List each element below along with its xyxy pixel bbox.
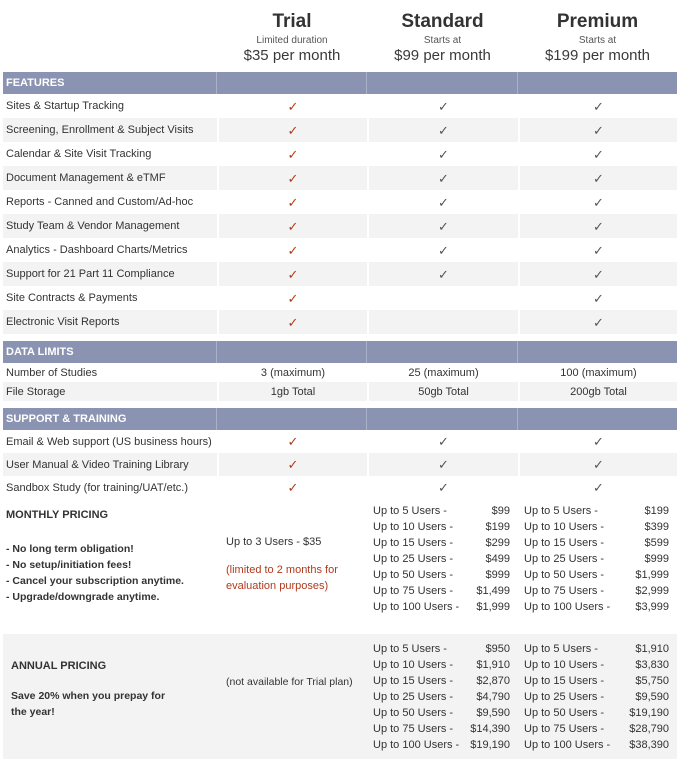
price-tier — [373, 535, 518, 551]
limit-value: 100 (maximum) — [518, 363, 677, 382]
table-row — [3, 142, 677, 166]
plan-cell — [518, 118, 677, 142]
tier-users: Up to 5 Users - — [524, 505, 598, 517]
plan-cell — [217, 118, 367, 142]
tier-users: Up to 25 Users - — [524, 691, 605, 703]
section-title: FEATURES — [3, 72, 217, 94]
tier-price: $1,999 — [476, 601, 510, 613]
trial-price-text: Up to 3 Users - $35 — [226, 536, 322, 548]
check-icon: ✓ — [438, 434, 449, 449]
check-icon: ✓ — [593, 457, 604, 472]
plan-cell — [367, 142, 518, 166]
support-list — [3, 430, 677, 499]
check-icon: ✓ — [593, 170, 604, 186]
benefit-item: - No setup/initiation fees! — [6, 559, 132, 571]
tier-users: Up to 100 Users - — [373, 601, 460, 613]
tier-users: Up to 50 Users - — [373, 569, 454, 581]
tier-price: $199 — [644, 505, 669, 517]
tier-price: $299 — [485, 537, 510, 549]
table-row — [3, 476, 677, 499]
data-limits-list — [3, 363, 677, 401]
plan-cell — [518, 214, 677, 238]
table-row — [3, 94, 677, 118]
plan-price: $99 per month — [394, 47, 491, 64]
plan-cell — [367, 453, 518, 476]
tier-users: Up to 25 Users - — [373, 553, 454, 565]
check-icon: ✓ — [593, 480, 604, 495]
tier-price: $99 — [491, 505, 510, 517]
limit-label: Number of Studies — [6, 366, 98, 379]
plan-header — [3, 0, 677, 72]
check-icon: ✓ — [438, 480, 449, 495]
plan-price: $35 per month — [243, 47, 341, 64]
check-icon: ✓ — [438, 122, 449, 138]
plan-cell — [217, 262, 367, 286]
check-icon: ✓ — [287, 457, 299, 472]
features-section-header — [3, 72, 677, 94]
table-row — [3, 430, 677, 453]
annual-premium-tiers — [518, 634, 677, 759]
header-spacer — [3, 0, 217, 72]
check-icon: ✓ — [438, 146, 449, 162]
check-icon: ✓ — [287, 146, 299, 162]
check-icon: ✓ — [438, 266, 449, 282]
tier-price: $999 — [644, 553, 669, 565]
section-title: DATA LIMITS — [3, 341, 217, 363]
plan-standard — [367, 0, 518, 72]
check-icon: ✓ — [593, 98, 604, 114]
plan-cell — [367, 214, 518, 238]
plan-cell — [217, 214, 367, 238]
plan-cell — [367, 430, 518, 453]
price-tier — [524, 503, 677, 519]
tier-price: $9,590 — [476, 707, 510, 719]
price-tier — [524, 673, 677, 689]
price-tier — [373, 721, 518, 737]
limit-value: 200gb Total — [518, 382, 677, 401]
annual-pricing — [3, 634, 677, 759]
check-icon: ✓ — [287, 122, 299, 138]
tier-users: Up to 5 Users - — [524, 643, 598, 655]
plan-cell — [217, 453, 367, 476]
check-icon: ✓ — [593, 122, 604, 138]
annual-pricing-title: ANNUAL PRICING — [11, 660, 107, 672]
price-tier — [524, 657, 677, 673]
tier-users: Up to 75 Users - — [373, 585, 454, 597]
plan-cell — [217, 94, 367, 118]
price-tier — [524, 641, 677, 657]
support-section-header — [3, 408, 677, 430]
annual-trial — [217, 634, 367, 759]
plan-cell — [518, 476, 677, 499]
check-icon: ✓ — [593, 434, 604, 449]
check-icon: ✓ — [593, 290, 604, 306]
tier-users: Up to 25 Users - — [524, 553, 605, 565]
feature-label: Reports - Canned and Custom/Ad-hoc — [6, 196, 194, 208]
plan-cell — [518, 310, 677, 334]
features-list — [3, 94, 677, 334]
plan-price: $199 per month — [544, 47, 651, 64]
tier-users: Up to 25 Users - — [373, 691, 454, 703]
limit-value: 50gb Total — [367, 382, 518, 401]
tier-users: Up to 10 Users - — [524, 521, 605, 533]
price-tier — [524, 689, 677, 705]
plan-cell — [217, 166, 367, 190]
tier-price: $1,999 — [635, 569, 669, 581]
tier-users: Up to 50 Users - — [524, 569, 605, 581]
limit-value: 3 (maximum) — [217, 363, 367, 382]
check-icon: ✓ — [287, 242, 299, 258]
plan-cell — [518, 166, 677, 190]
plan-cell — [367, 476, 518, 499]
tier-price: $9,590 — [635, 691, 669, 703]
check-icon: ✓ — [593, 218, 604, 234]
price-tier — [373, 657, 518, 673]
price-tier — [524, 551, 677, 567]
tier-users: Up to 50 Users - — [373, 707, 454, 719]
tier-price: $4,790 — [476, 691, 510, 703]
tier-users: Up to 75 Users - — [524, 585, 605, 597]
plan-cell — [367, 190, 518, 214]
tier-price: $1,910 — [635, 643, 669, 655]
tier-price: $199 — [485, 521, 510, 533]
tier-price: $19,190 — [470, 739, 510, 751]
monthly-pricing — [3, 503, 677, 629]
feature-label: Email & Web support (US business hours) — [6, 435, 212, 448]
monthly-trial — [217, 503, 367, 629]
tier-price: $1,499 — [476, 585, 510, 597]
feature-label: User Manual & Video Training Library — [6, 458, 189, 471]
limit-value: 1gb Total — [217, 382, 367, 401]
plan-cell — [217, 310, 367, 334]
table-row — [3, 382, 677, 401]
plan-cell — [518, 262, 677, 286]
data-limits-section-header — [3, 341, 677, 363]
plan-cell — [518, 430, 677, 453]
check-icon: ✓ — [593, 194, 604, 210]
tier-users: Up to 15 Users - — [524, 537, 605, 549]
plan-cell — [217, 286, 367, 310]
check-icon: ✓ — [287, 434, 299, 449]
price-tier — [373, 583, 518, 599]
check-icon: ✓ — [287, 314, 299, 330]
monthly-pricing-title: MONTHLY PRICING — [6, 509, 109, 521]
tier-price: $2,999 — [635, 585, 669, 597]
benefit-item: - Cancel your subscription anytime. — [6, 575, 184, 587]
tier-price: $950 — [485, 643, 510, 655]
feature-label: Support for 21 Part 11 Compliance — [6, 268, 175, 280]
plan-cell — [367, 166, 518, 190]
plan-cell — [217, 238, 367, 262]
check-icon: ✓ — [593, 242, 604, 258]
tier-price: $1,910 — [476, 659, 510, 671]
check-icon: ✓ — [593, 146, 604, 162]
benefit-item: - Upgrade/downgrade anytime. — [6, 591, 160, 603]
tier-price: $599 — [644, 537, 669, 549]
tier-users: Up to 5 Users - — [373, 643, 447, 655]
plan-subtitle: Limited duration — [256, 35, 328, 46]
price-tier — [373, 705, 518, 721]
feature-label: Study Team & Vendor Management — [6, 220, 180, 232]
table-row — [3, 118, 677, 142]
plan-cell — [518, 190, 677, 214]
plan-cell — [367, 286, 518, 310]
tier-users: Up to 10 Users - — [373, 521, 454, 533]
tier-price: $2,870 — [476, 675, 510, 687]
table-row — [3, 286, 677, 310]
plan-name: Trial — [272, 11, 312, 32]
feature-label: Analytics - Dashboard Charts/Metrics — [6, 244, 188, 256]
check-icon: ✓ — [287, 266, 299, 282]
price-tier — [373, 737, 518, 753]
price-tier — [373, 641, 518, 657]
tier-price: $3,830 — [635, 659, 669, 671]
limit-label: File Storage — [6, 385, 66, 398]
price-tier — [373, 673, 518, 689]
plan-cell — [518, 94, 677, 118]
tier-price: $3,999 — [635, 601, 669, 613]
check-icon: ✓ — [287, 98, 299, 114]
tier-price: $28,790 — [629, 723, 669, 735]
tier-users: Up to 15 Users - — [373, 675, 454, 687]
tier-price: $38,390 — [629, 739, 669, 751]
tier-users: Up to 15 Users - — [524, 675, 605, 687]
price-tier — [373, 599, 518, 615]
check-icon: ✓ — [593, 266, 604, 282]
tier-users: Up to 10 Users - — [373, 659, 454, 671]
price-tier — [524, 705, 677, 721]
plan-cell — [217, 430, 367, 453]
check-icon: ✓ — [287, 194, 299, 210]
feature-label: Sites & Startup Tracking — [6, 100, 124, 112]
price-tier — [524, 583, 677, 599]
plan-name: Premium — [556, 11, 639, 32]
check-icon: ✓ — [287, 170, 299, 186]
trial-unavailable-text: (not available for Trial plan) — [226, 676, 353, 688]
plan-cell — [367, 238, 518, 262]
plan-cell — [518, 453, 677, 476]
monthly-standard-tiers — [367, 503, 518, 629]
plan-cell — [367, 262, 518, 286]
tier-price: $999 — [485, 569, 510, 581]
feature-label: Electronic Visit Reports — [6, 316, 120, 328]
check-icon: ✓ — [287, 218, 299, 234]
table-row — [3, 262, 677, 286]
check-icon: ✓ — [287, 480, 299, 495]
benefit-item: - No long term obligation! — [6, 543, 134, 555]
table-row — [3, 214, 677, 238]
plan-cell — [518, 142, 677, 166]
price-tier — [524, 519, 677, 535]
check-icon: ✓ — [438, 194, 449, 210]
table-row — [3, 453, 677, 476]
annual-standard-tiers — [367, 634, 518, 759]
limit-value: 25 (maximum) — [367, 363, 518, 382]
check-icon: ✓ — [438, 170, 449, 186]
price-tier — [524, 535, 677, 551]
tier-users: Up to 10 Users - — [524, 659, 605, 671]
feature-label: Document Management & eTMF — [6, 172, 166, 184]
check-icon: ✓ — [287, 290, 299, 306]
tier-price: $14,390 — [470, 723, 510, 735]
tier-price: $19,190 — [629, 707, 669, 719]
check-icon: ✓ — [438, 242, 449, 258]
monthly-premium-tiers — [518, 503, 677, 629]
feature-label: Sandbox Study (for training/UAT/etc.) — [6, 481, 188, 494]
price-tier — [373, 503, 518, 519]
table-row — [3, 310, 677, 334]
price-tier — [373, 519, 518, 535]
check-icon: ✓ — [438, 218, 449, 234]
table-row — [3, 238, 677, 262]
price-tier — [524, 567, 677, 583]
table-row — [3, 363, 677, 382]
feature-label: Calendar & Site Visit Tracking — [6, 148, 152, 160]
feature-label: Screening, Enrollment & Subject Visits — [6, 124, 194, 136]
plan-trial — [217, 0, 367, 72]
table-row — [3, 190, 677, 214]
table-row — [3, 166, 677, 190]
tier-price: $499 — [485, 553, 510, 565]
plan-cell — [217, 142, 367, 166]
plan-cell — [217, 476, 367, 499]
plan-subtitle: Starts at — [578, 35, 617, 46]
section-title: SUPPORT & TRAINING — [3, 408, 217, 430]
plan-name: Standard — [401, 11, 484, 32]
annual-save-text: Save 20% when you prepay for the year! — [11, 690, 166, 718]
trial-note: (limited to 2 months for evaluation purposes) — [226, 564, 338, 592]
price-tier — [524, 599, 677, 615]
plan-cell — [217, 190, 367, 214]
feature-label: Site Contracts & Payments — [6, 292, 138, 304]
tier-users: Up to 15 Users - — [373, 537, 454, 549]
tier-users: Up to 100 Users - — [373, 739, 460, 751]
tier-price: $399 — [644, 521, 669, 533]
monthly-benefits — [6, 541, 217, 605]
price-tier — [373, 551, 518, 567]
price-tier — [373, 689, 518, 705]
pricing-table — [3, 0, 677, 759]
tier-users: Up to 75 Users - — [524, 723, 605, 735]
check-icon: ✓ — [438, 457, 449, 472]
plan-cell — [367, 94, 518, 118]
price-tier — [373, 567, 518, 583]
tier-users: Up to 100 Users - — [524, 601, 611, 613]
check-icon: ✓ — [593, 314, 604, 330]
price-tier — [524, 737, 677, 753]
price-tier — [524, 721, 677, 737]
plan-cell — [518, 286, 677, 310]
check-icon: ✓ — [438, 98, 449, 114]
plan-cell — [518, 238, 677, 262]
plan-subtitle: Starts at — [423, 35, 462, 46]
tier-users: Up to 100 Users - — [524, 739, 611, 751]
tier-users: Up to 5 Users - — [373, 505, 447, 517]
tier-users: Up to 50 Users - — [524, 707, 605, 719]
plan-cell — [367, 310, 518, 334]
plan-cell — [367, 118, 518, 142]
plan-premium — [518, 0, 677, 72]
tier-users: Up to 75 Users - — [373, 723, 454, 735]
tier-price: $5,750 — [635, 675, 669, 687]
